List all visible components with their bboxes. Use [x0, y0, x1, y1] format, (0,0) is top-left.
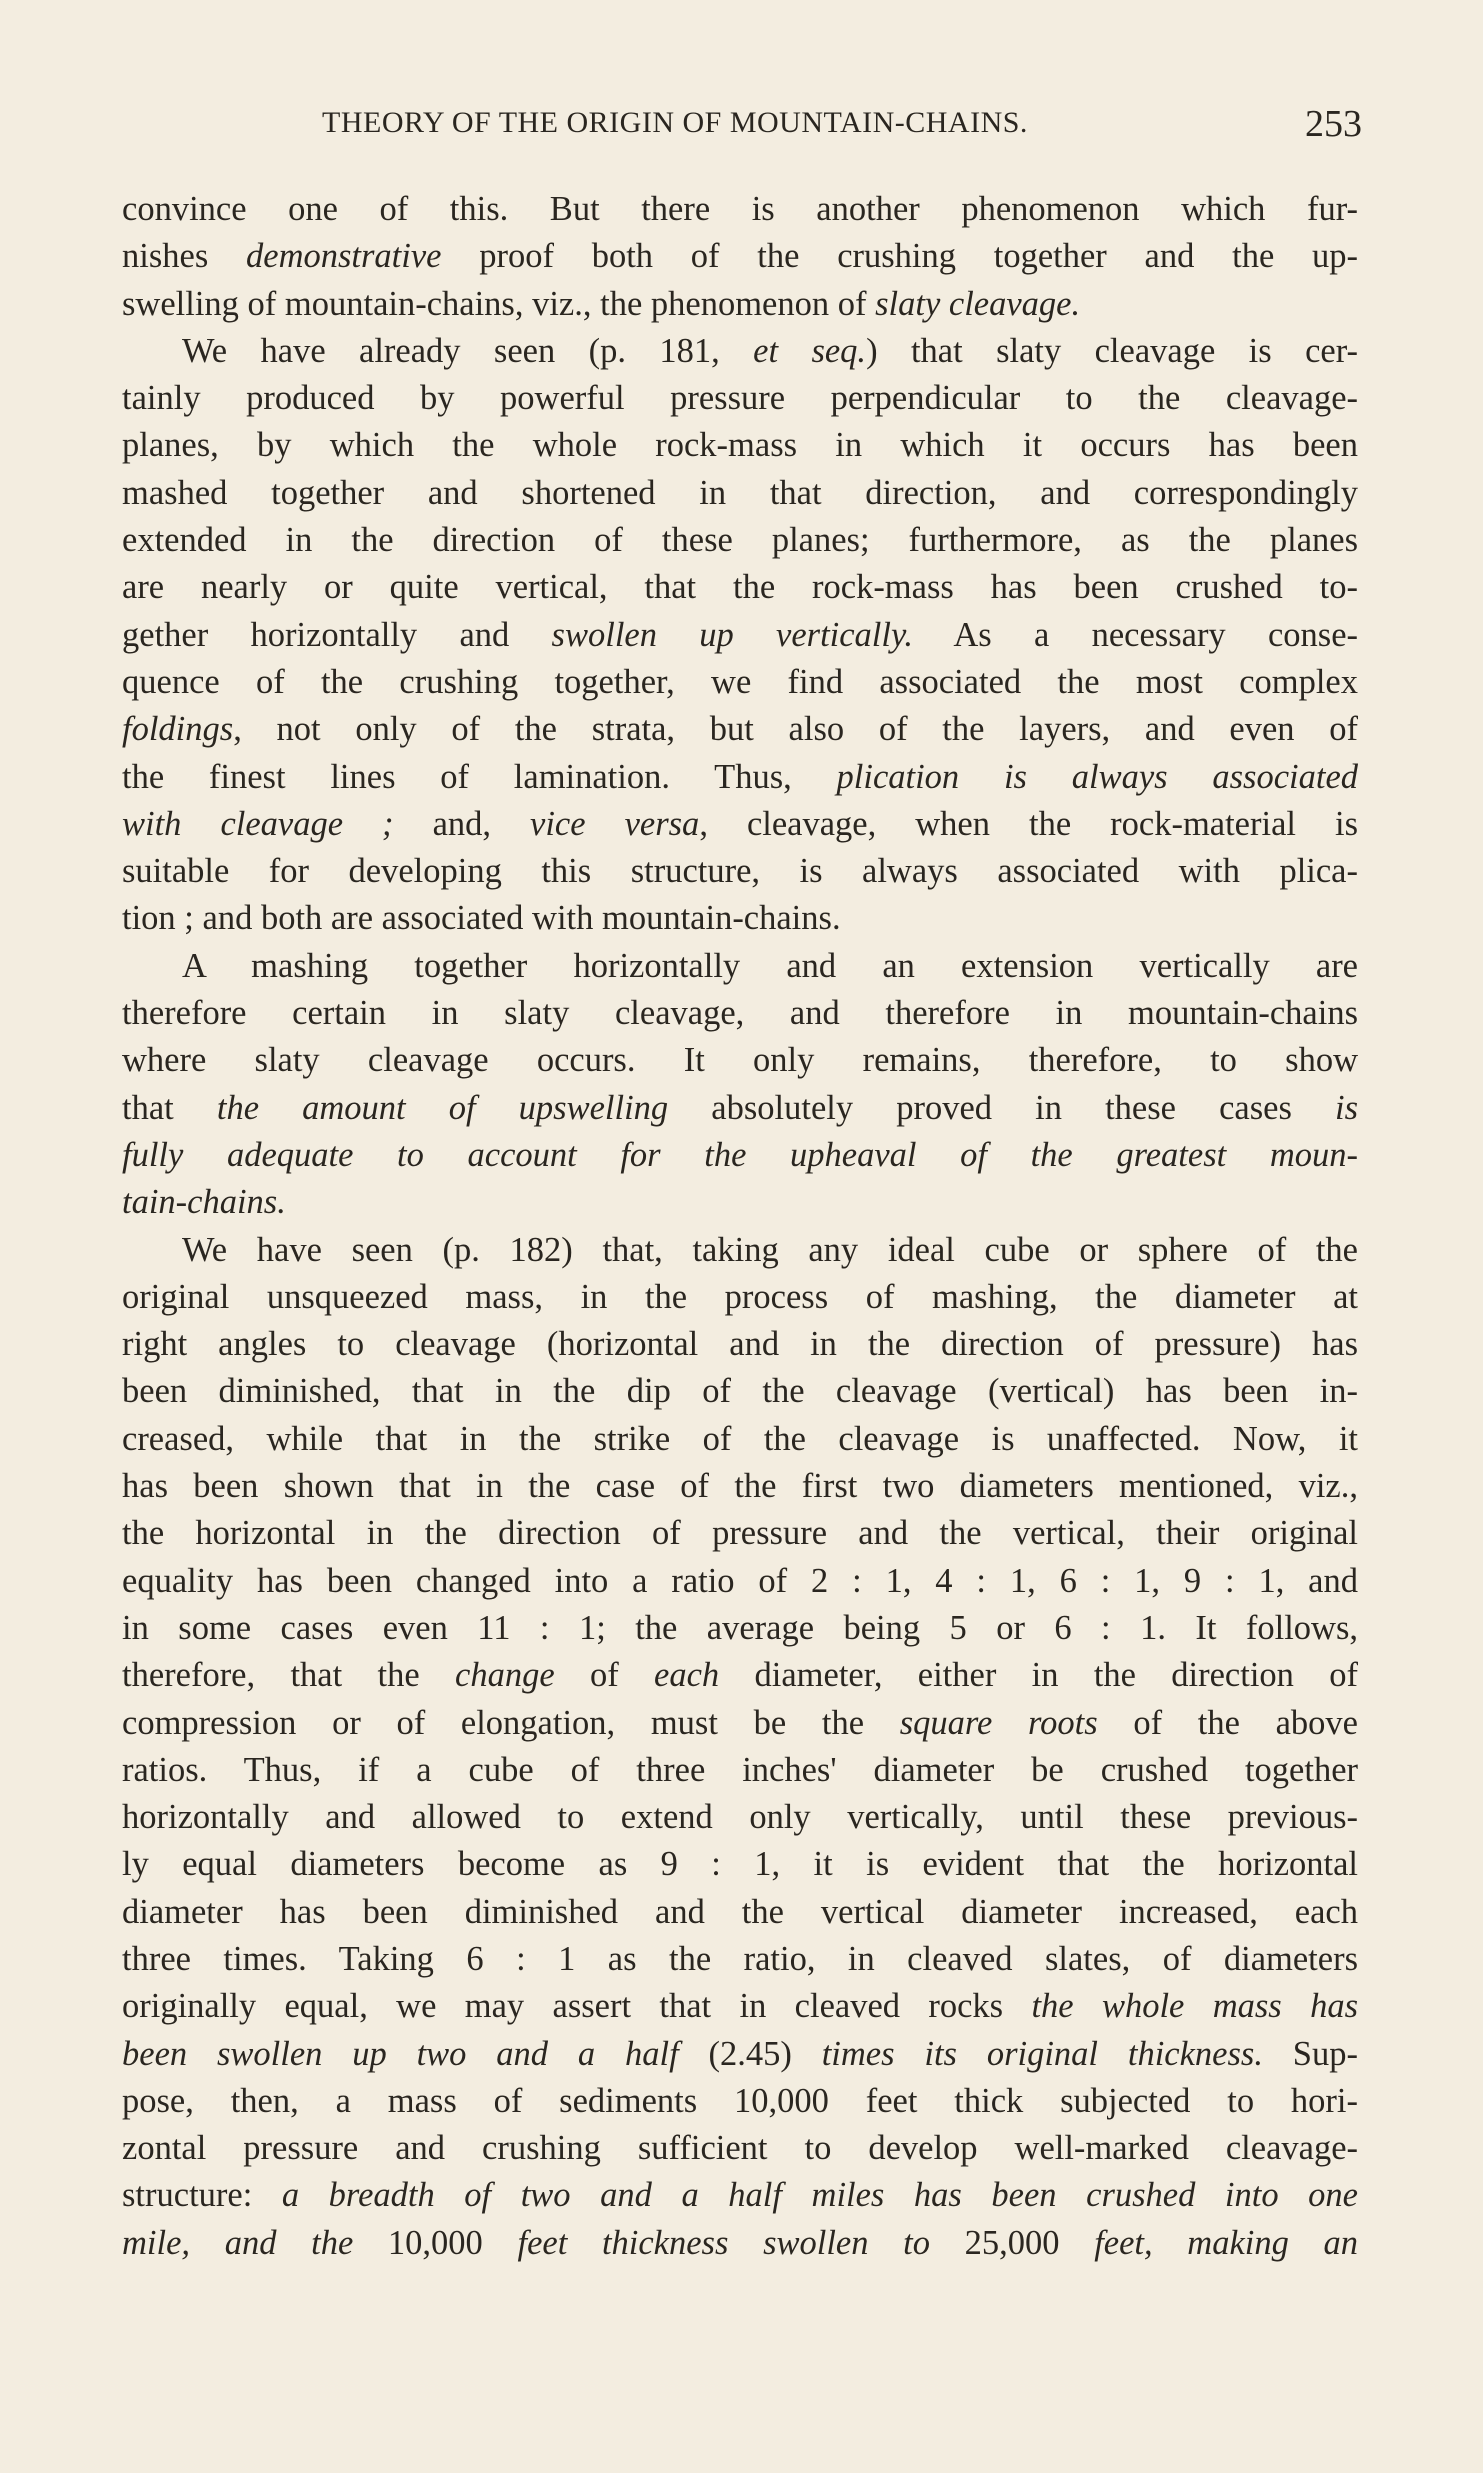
text-run: are nearly or quite vertical, that the rock-mass has been crushed to-	[122, 568, 1358, 607]
italic-text: feet, making an	[1094, 2223, 1358, 2262]
text-line	[122, 2031, 1358, 2078]
text-run: We have already seen (p. 181,	[182, 331, 754, 370]
text-run: suitable for developing this structure, is always associated with plica-	[122, 852, 1358, 891]
text-run: gether horizontally and	[122, 615, 552, 654]
text-line	[122, 754, 1358, 801]
italic-text: feet thickness swollen to	[517, 2223, 930, 2262]
text-run: therefore, that the	[122, 1656, 455, 1695]
text-run: , not only of the strata, but also of the layers, and even of	[233, 710, 1358, 749]
text-line	[122, 1983, 1358, 2030]
text-run: originally equal, we may assert that in cleaved rocks	[122, 1987, 1032, 2026]
text-run: three times. Taking 6 : 1 as the ratio, in cleaved slates, of diameters	[122, 1939, 1358, 1978]
text-run: diameter, either in the direction of	[719, 1656, 1358, 1695]
italic-text: slaty cleavage.	[875, 284, 1081, 323]
text-line	[122, 281, 1358, 328]
text-run: the horizontal in the direction of pressure and the vertical, their original	[122, 1514, 1358, 1553]
text-run: the finest lines of lamination. Thus,	[122, 757, 837, 796]
text-line	[122, 895, 1358, 942]
text-run: therefore certain in slaty cleavage, and therefore in mountain-chains	[122, 994, 1358, 1033]
text-line	[122, 1037, 1358, 1084]
text-line	[122, 517, 1358, 564]
text-line	[122, 1794, 1358, 1841]
italic-text: is	[1334, 1088, 1358, 1127]
text-run: planes, by which the whole rock-mass in which it occurs has been	[122, 426, 1358, 465]
text-run: of	[554, 1656, 655, 1695]
italic-text: plication is always associated	[836, 757, 1358, 796]
text-run: has been shown that in the case of the first two diameters mentioned, viz.,	[122, 1467, 1358, 1506]
italic-text: the amount of upswelling	[216, 1088, 669, 1127]
text-run: (2.45)	[678, 2034, 822, 2073]
text-line	[122, 1085, 1358, 1132]
page-number: 253	[1305, 103, 1362, 145]
text-line	[122, 564, 1358, 611]
text-run: 25,000	[930, 2223, 1095, 2262]
text-line	[122, 1274, 1358, 1321]
text-run: diameter has been diminished and the vertical diameter increased, each	[122, 1892, 1358, 1931]
text-line	[122, 943, 1358, 990]
italic-text: change	[455, 1656, 555, 1695]
text-line	[122, 1132, 1358, 1179]
text-run: swelling of mountain-chains, viz., the phenomenon of	[122, 284, 876, 323]
text-line	[122, 1510, 1358, 1557]
text-line	[122, 1747, 1358, 1794]
text-run: tainly produced by powerful pressure perpendicular to the cleavage-	[122, 379, 1358, 418]
text-run: As a necessary conse-	[913, 615, 1358, 654]
text-line	[122, 1889, 1358, 1936]
italic-text: each	[654, 1656, 720, 1695]
text-run: 10,000	[353, 2223, 518, 2262]
text-run: pose, then, a mass of sediments 10,000 feet thick subjected to hori-	[122, 2081, 1358, 2120]
text-line	[122, 1841, 1358, 1888]
text-run: zontal pressure and crushing sufficient to develop well-marked cleavage-	[122, 2129, 1358, 2168]
text-line	[122, 659, 1358, 706]
italic-text: mile, and the	[122, 2223, 354, 2262]
text-line	[122, 1652, 1358, 1699]
text-line	[122, 422, 1358, 469]
text-line	[122, 706, 1358, 753]
italic-text: with cleavage ;	[122, 804, 394, 843]
italic-text: a breadth of two and a half miles has been crushed into one	[281, 2176, 1358, 2215]
text-line	[122, 186, 1358, 233]
italic-text: et seq.	[753, 331, 867, 370]
italic-text: been swollen up two and a half	[122, 2034, 679, 2073]
text-run: tion ; and both are associated with mountain-chains.	[122, 899, 841, 938]
text-run: equality has been changed into a ratio of 2 : 1, 4 : 1, 6 : 1, 9 : 1, and	[122, 1561, 1358, 1600]
text-run: that	[122, 1088, 217, 1127]
text-line	[122, 470, 1358, 517]
text-run: We have seen (p. 182) that, taking any ideal cube or sphere of the	[182, 1230, 1358, 1269]
text-run: where slaty cleavage occurs. It only remains, therefore, to show	[122, 1041, 1358, 1080]
text-line	[122, 2078, 1358, 2125]
italic-text: times its original thickness.	[821, 2034, 1263, 2073]
text-run: structure:	[122, 2176, 282, 2215]
italic-text: square roots	[899, 1703, 1098, 1742]
text-line	[122, 612, 1358, 659]
text-line	[122, 2125, 1358, 2172]
text-line	[122, 1605, 1358, 1652]
text-run: proof both of the crushing together and the up-	[441, 237, 1358, 276]
text-run: of the above	[1097, 1703, 1358, 1742]
text-line	[122, 2172, 1358, 2219]
italic-text: fully adequate to account for the upheaval of the greatest moun-	[122, 1135, 1358, 1174]
text-line	[122, 1368, 1358, 1415]
text-run: in some cases even 11 : 1; the average being 5 or 6 : 1. It follows,	[122, 1608, 1358, 1647]
text-run: creased, while that in the strike of the cleavage is unaffected. Now, it	[122, 1419, 1358, 1458]
text-run: quence of the crushing together, we find associated the most complex	[122, 662, 1358, 701]
text-line	[122, 1416, 1358, 1463]
text-run: extended in the direction of these planes; furthermore, as the planes	[122, 521, 1358, 560]
text-line	[122, 1700, 1358, 1747]
text-line	[122, 801, 1358, 848]
body-text	[122, 186, 1358, 2267]
italic-text: tain-chains.	[122, 1183, 286, 1222]
italic-text: foldings	[122, 710, 234, 749]
text-run: Sup-	[1262, 2034, 1358, 2073]
text-line	[122, 1227, 1358, 1274]
page-header	[122, 92, 1362, 152]
text-run: compression or of elongation, must be the	[122, 1703, 900, 1742]
running-title: THEORY OF THE ORIGIN OF MOUNTAIN-CHAINS.	[322, 106, 1028, 139]
text-run: nishes	[122, 237, 247, 276]
text-run: absolutely proved in these cases	[668, 1088, 1335, 1127]
text-run: ly equal diameters become as 9 : 1, it is evident that the horizontal	[122, 1845, 1358, 1884]
text-line	[122, 848, 1358, 895]
text-run: A mashing together horizontally and an extension vertically are	[182, 946, 1358, 985]
text-run: ratios. Thus, if a cube of three inches' diameter be crushed together	[122, 1750, 1358, 1789]
text-line	[122, 375, 1358, 422]
text-run: convince one of this. But there is another phenomenon which fur-	[122, 190, 1358, 228]
text-run: been diminished, that in the dip of the cleavage (vertical) has been in-	[122, 1372, 1358, 1411]
text-line	[122, 1936, 1358, 1983]
italic-text: demonstrative	[246, 237, 442, 276]
text-line	[122, 990, 1358, 1037]
text-run: mashed together and shortened in that direction, and correspondingly	[122, 473, 1358, 512]
text-line	[122, 233, 1358, 280]
text-line	[122, 2220, 1358, 2267]
italic-text: vice versa	[530, 804, 700, 843]
text-line	[122, 1463, 1358, 1510]
italic-text: the whole mass has	[1031, 1987, 1358, 2026]
text-run: and,	[393, 804, 531, 843]
text-run: horizontally and allowed to extend only vertically, until these previous-	[122, 1798, 1358, 1837]
text-line	[122, 1321, 1358, 1368]
italic-text: swollen up vertically.	[551, 615, 914, 654]
text-line	[122, 1558, 1358, 1605]
text-run: right angles to cleavage (horizontal and in the direction of pressure) has	[122, 1325, 1358, 1364]
text-run: , cleavage, when the rock-material is	[699, 804, 1358, 843]
text-run: original unsqueezed mass, in the process of mashing, the diameter at	[122, 1277, 1358, 1316]
text-line	[122, 328, 1358, 375]
text-run: ) that slaty cleavage is cer-	[866, 331, 1358, 370]
text-line	[122, 1179, 1358, 1226]
